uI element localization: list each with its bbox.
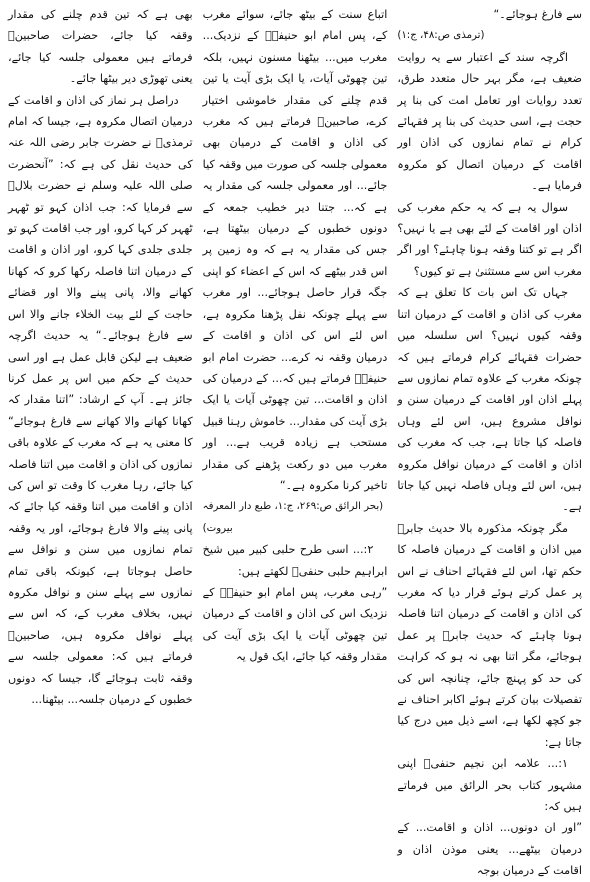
paragraph: اگرچہ سند کے اعتبار سے یہ روایت ضعیف ہے، مگر بہر حال متعدد طرق، تعدد روایات اور تعامل امت کی بنا پر حجت ہے، اسی حدیث کی بنا پر فقہائے کرام نے تمام نمازوں کی اذان اور اقامت کے درمیان اتصال کو مکروہ فرمایا ہے۔ [397,50,582,193]
column-left [8,4,193,797]
paragraph: مگر چونکہ مذکورہ بالا حدیث جابرؓ میں اذان و اقامت کے درمیان فاصلہ کا حکم تھا، اس لئے فقہائے احناف نے اس پر عمل کرتے ہوئے قرار دیا کہ مغرب کی اذان و اقامت کے درمیان اتنا فاصلہ ہونا چاہئے کہ حدیث جابرؓ پر عمل ہوجائے، مگر اتنا بھی نہ ہو کہ کراہت کی حد کو پہنچ جائے، چنانچہ اس کی تفصیلات بیان کرتے ہوئے اکابر احناف نے جو کچھ لکھا ہے، اسے ذیل میں درج کیا جاتا ہے: [397,521,582,749]
quote-paragraph: ”رہی مغرب، پس امام ابو حنیفہؒ کے نزدیک اس کی اذان و اقامت کے درمیان تین چھوٹی آیات یا ایک بڑی آیت کی مقدار وقفہ کیا جائے، ایک قول یہ [202,585,388,664]
paragraph: سوال یہ ہے کہ یہ حکم مغرب کی اذان اور اقامت کے لئے بھی ہے یا نہیں؟ اگر ہے تو کتنا وقفہ ہونا چاہئے؟ اور اگر مغرب اس سے مستثنیٰ ہے تو کیوں؟ [397,200,582,278]
paragraph: سے فارغ ہوجائے۔“ [493,8,582,21]
reference-citation: (بحر الرائق ص:۲۶۹، ج:۱، طبع دار المعرفہ بیروت) [202,501,384,534]
paragraph: بھی ہے کہ تین قدم چلنے کی مقدار وقفہ کیا جائے، حضرات صاحبینؒ فرماتے ہیں معمولی جلسہ کیا جائے، یعنی تھوڑی دیر بیٹھا جائے۔ [7,8,193,86]
paragraph: دراصل ہر نماز کی اذان و اقامت کے درمیان اتصال مکروہ ہے، جیسا کہ امام ترمذیؒ نے حضرت جابر رضی اللہ عنہ کی حدیث نقل کی ہے کہ: ”آنحضرت صلی اللہ علیہ وسلم نے حضرت بلالؓ سے فرمایا کہ: جب اذان کہو تو ٹھہر ٹھہر کر کہا کرو، اور جب اقامت کہو تو جلدی جلدی کہا کرو، اور اذان و اقامت کے درمیان اتنا فاصلہ رکھا کرو کہ کھانا کھانے والا، پانی پینے والا اور قضائے حاجت کے لئے بیت الخلاء جانے والا اس سے فارغ ہوجائے۔“ یہ حدیث اگرچہ ضعیف ہے لیکن قابل عمل ہے اور اسی حدیث کے حکم میں اس پر عمل کرنا جائز ہے۔ آپ کے ارشاد: ”اتنا مقدار کہ کھانا کھانے والا کھانے سے فارغ ہوجائے“ کا معنی یہ ہے کہ مغرب کے علاوہ باقی نمازوں کی اذان و اقامت میں اتنا فاصلہ کیا جائے، رہا مغرب کا وقت تو اس کی اذان و اقامت میں اتنا وقفہ کیا جائے کہ پانی پینے والا فارغ ہوجائے، اور یہ وقفہ تمام نمازوں میں سنن و نوافل سے حاصل ہوجاتا ہے، کیونکہ باقی تمام نمازوں سے پہلے سنن و نوافل مکروہ نہیں، بخلاف مغرب کے، کہ اس سے پہلے نوافل مکروہ ہیں، صاحبینؒ فرماتے ہیں کہ: معمولی جلسہ سے وقفہ ثابت ہوجائے گا، جیسا کہ دونوں خطبوں کے درمیان جلسہ... بیٹھنا... [7,93,193,706]
paragraph: ۲:... اسی طرح حلبی کبیر میں شیخ ابراہیم حلبی حنفیؒ لکھتے ہیں: [202,543,388,578]
reference-citation: (ترمذی ص:۴۸، ج:۱) [397,30,485,42]
column-right [397,4,582,878]
paragraph: ۱:... علامہ ابن نجیم حنفیؒ اپنی مشہور کتاب بحر الرائق میں فرماتے ہیں کہ: [397,757,582,814]
quote-paragraph: ”اور ان دونوں... اذان و اقامت... کے درمیان بیٹھے... یعنی موذن اذان و اقامت کے درمیان بوجہ [397,821,582,878]
paragraph: اتباع سنت کے بیٹھ جائے، سوائے مغرب کے، پس امام ابو حنیفہؒ کے نزدیک... مغرب میں... بیٹھنا مسنون نہیں، بلکہ تین چھوٹی آیات، یا ایک بڑی آیت یا تین قدم چلنے کی مقدار خاموشی اختیار کرے، صاحبینؒ فرماتے ہیں کہ مغرب کی اذان و اقامت کے درمیان بھی معمولی جلسہ کی صورت میں وقفہ کیا جائے... اور معمولی جلسہ کی مقدار یہ ہے کہ... جتنا دیر خطیب جمعہ کے دونوں خطبوں کے درمیان بیٹھتا ہے، جس کی مقدار یہ ہے کہ وہ زمین پر اس قدر بیٹھے کہ اس کے اعضاء کو اپنی جگہ قرار حاصل ہوجائے... اور مغرب سے پہلے چونکہ نفل پڑھنا مکروہ ہے، اس لئے اس کی اذان و اقامت کے درمیان وقفہ نہ کرے... حضرت امام ابو حنیفہؒ فرماتے ہیں کہ... کے درمیان کی اذان و اقامت... تین چھوٹی آیات یا ایک بڑی آیت کی مقدار... خاموش رہنا قبیل مستحب ہے زیادہ قریب ہے... اور مغرب میں دو رکعت پڑھنے کی مقدار تاخیر کرنا مکروہ ہے۔“ [202,8,388,492]
paragraph: جہاں تک اس بات کا تعلق ہے کہ مغرب کی اذان و اقامت کے درمیان اتنا وقفہ کیوں نہیں؟ اس سلسلہ میں حضرات فقہائے کرام فرماتے ہیں کہ چونکہ مغرب کے علاوہ تمام نمازوں سے پہلے اذان اور اقامت کے درمیان سنن و نوافل مشروع ہیں، اس لئے وہاں فاصلہ کیا جاتا ہے، جب کہ مغرب کی اذان و اقامت کے درمیان نوافل مکروہ ہیں، اس لئے وہاں فاصلہ نہیں کیا جاتا ہے۔ [397,286,582,514]
column-middle [203,4,388,797]
